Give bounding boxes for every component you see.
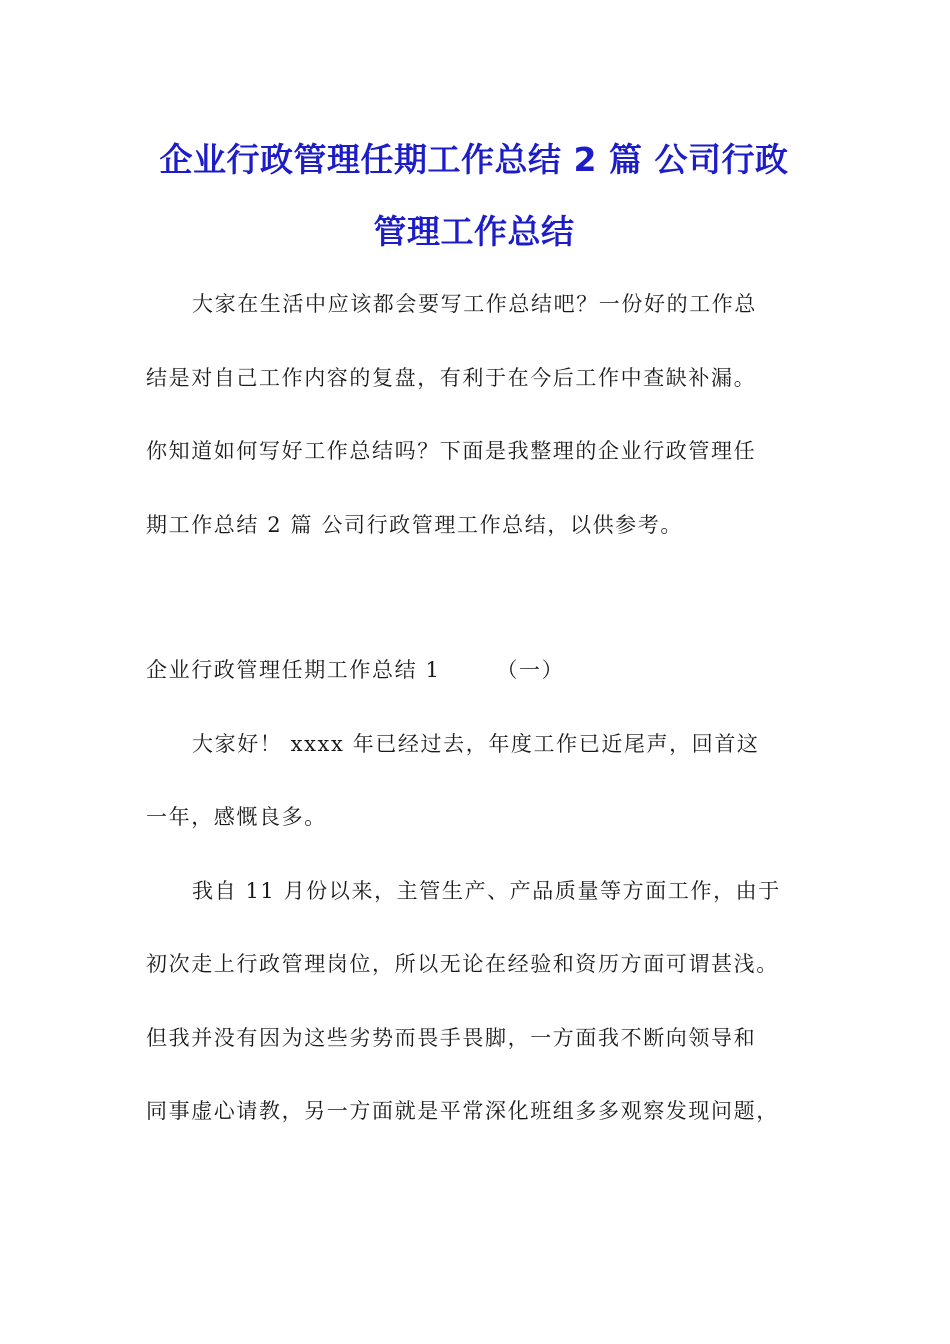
section-heading-suffix: （一） — [496, 658, 565, 682]
body-line-4: 同事虚心请教，另一方面就是平常深化班组多多观察发现问题， — [146, 1099, 779, 1123]
section-heading-text: 企业行政管理任期工作总结 1 — [146, 658, 441, 682]
intro-line-4: 期工作总结 2 篇 公司行政管理工作总结，以供参考。 — [146, 512, 683, 537]
body-line-1: 我自 11 月份以来，主管生产、产品质量等方面工作，由于 — [192, 878, 781, 903]
greeting-line-1: 大家好！ xxxx 年已经过去，年度工作已近尾声，回首这 — [192, 731, 760, 756]
greeting-paragraph — [146, 708, 802, 855]
title-line-1: 企业行政管理任期工作总结 2 篇 公司行政 — [159, 140, 789, 179]
body-paragraph — [146, 855, 802, 1149]
intro-paragraph — [146, 268, 802, 562]
body-line-3: 但我并没有因为这些劣势而畏手畏脚，一方面我不断向领导和 — [146, 1025, 757, 1050]
document-title — [146, 0, 802, 268]
intro-line-2: 结是对自己工作内容的复盘，有利于在今后工作中查缺补漏。 — [146, 365, 757, 390]
section-heading — [146, 634, 802, 708]
title-line-2: 管理工作总结 — [373, 212, 575, 251]
greeting-line-2: 一年，感慨良多。 — [146, 805, 327, 829]
intro-line-1: 大家在生活中应该都会要写工作总结吧？一份好的工作总 — [192, 292, 757, 316]
body-line-2: 初次走上行政管理岗位，所以无论在经验和资历方面可谓甚浅。 — [146, 952, 779, 976]
intro-line-3: 你知道如何写好工作总结吗？下面是我整理的企业行政管理任 — [146, 439, 757, 463]
